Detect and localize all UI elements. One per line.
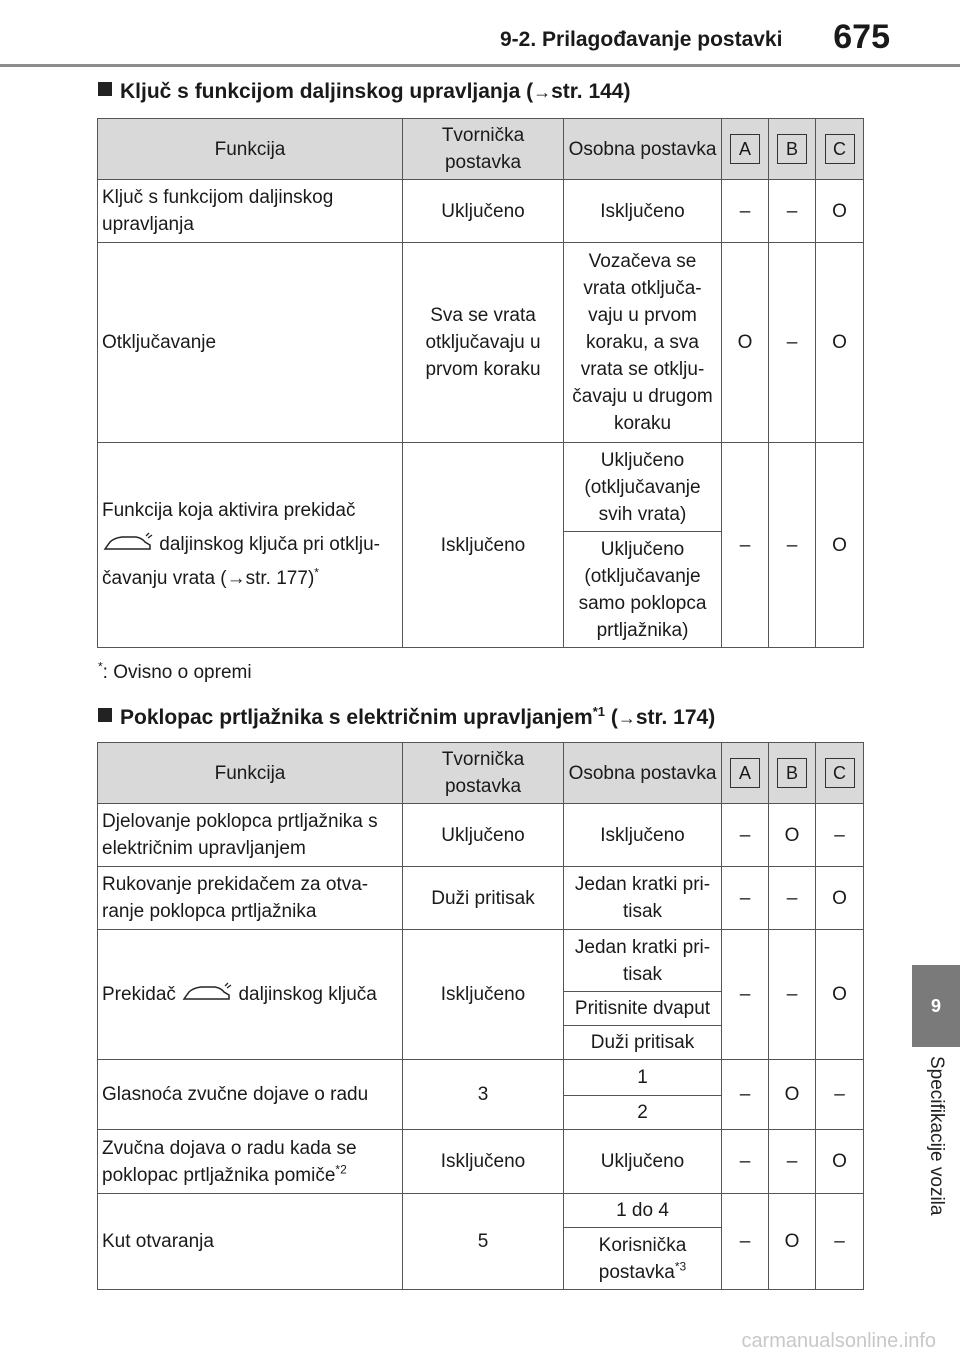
arrow-right-icon: → — [617, 708, 636, 728]
cell-function: Prekidač daljinskog ključa — [98, 930, 403, 1060]
cell-function: Funkcija koja aktivira prekidač daljinskog ključa pri otklju- čavanju vrata (→str. 177)* — [98, 443, 403, 648]
page-number: 675 — [833, 18, 890, 56]
cell-a: – — [722, 1194, 769, 1290]
cell-c: O — [816, 443, 864, 648]
cell-a: – — [722, 930, 769, 1060]
cell-c: O — [816, 930, 864, 1060]
cell-custom: 2 — [564, 1096, 722, 1130]
chapter-tab-label: Specifikacije vozila — [926, 1056, 947, 1216]
cell-factory: Sva se vrata otključavaju u prvom koraku — [403, 243, 564, 443]
cell-a: – — [722, 1060, 769, 1130]
cell-c: – — [816, 804, 864, 867]
bullet-square-icon — [98, 82, 112, 96]
cell-a: O — [722, 243, 769, 443]
cell-function: Djelovanje poklopca prtljažnika s električnim upravljanjem — [98, 804, 403, 867]
cell-function: Otključavanje — [98, 243, 403, 443]
cell-b: O — [769, 1194, 816, 1290]
cell-custom: Uključeno (otključavanje samo poklopca prtljažnika) — [564, 532, 722, 648]
cell-c: O — [816, 243, 864, 443]
footnote: *: Ovisno o opremi — [98, 659, 252, 683]
cell-custom: Uključeno (otključavanje svih vrata) — [564, 443, 722, 532]
table-row — [98, 804, 864, 867]
cell-factory: Isključeno — [403, 443, 564, 648]
cell-function: Glasnoća zvučne dojave o radu — [98, 1060, 403, 1130]
table-row — [98, 1194, 864, 1228]
cell-function: Kut otvaranja — [98, 1194, 403, 1290]
settings-table-power-tailgate — [97, 742, 864, 1290]
cell-b: – — [769, 1130, 816, 1194]
table-row — [98, 1130, 864, 1194]
cell-custom: 1 — [564, 1060, 722, 1096]
cell-custom: Isključeno — [564, 804, 722, 867]
section-title-power-tailgate: Poklopac prtljažnika s električnim upravljanjem$^{*1}$ (→str. 174) — [98, 706, 715, 730]
cell-b: – — [769, 180, 816, 243]
col-header-factory: Tvornička postavka — [403, 119, 564, 180]
col-header-b: B — [777, 134, 807, 164]
cell-factory: 3 — [403, 1060, 564, 1130]
cell-b: – — [769, 867, 816, 930]
cell-custom: Uključeno — [564, 1130, 722, 1194]
cell-custom: Jedan kratki pri-tisak — [564, 867, 722, 930]
cell-b: O — [769, 804, 816, 867]
watermark: carmanualsonline.info — [741, 1330, 936, 1352]
table-row — [98, 867, 864, 930]
cell-factory: Isključeno — [403, 1130, 564, 1194]
cell-factory: 5 — [403, 1194, 564, 1290]
col-header-b: B — [777, 758, 807, 788]
cell-c: O — [816, 180, 864, 243]
cell-c: O — [816, 1130, 864, 1194]
cell-custom: Vozačeva se vrata otključa-vaju u prvom koraku, a sva vrata se otklju-čavaju u drugom koraku — [564, 243, 722, 443]
car-outline-icon — [102, 532, 154, 554]
cell-custom: Pritisnite dvaput — [564, 992, 722, 1026]
car-outline-icon — [181, 982, 233, 1004]
col-header-a: A — [730, 758, 760, 788]
table-row — [98, 180, 864, 243]
col-header-c: C — [825, 134, 855, 164]
arrow-right-icon: → — [226, 568, 246, 589]
cell-function: Ključ s funkcijom daljinskog upravljanja — [98, 180, 403, 243]
cell-factory: Uključeno — [403, 804, 564, 867]
table-header-row — [98, 119, 864, 180]
col-header-c: C — [825, 758, 855, 788]
cell-custom: Jedan kratki pri-tisak — [564, 930, 722, 992]
table-row — [98, 1060, 864, 1096]
cell-c: – — [816, 1060, 864, 1130]
section-title-remote-key: Ključ s funkcijom daljinskog upravljanja (→str. 144) — [98, 80, 630, 104]
col-header-custom: Osobna postavka — [564, 743, 722, 804]
cell-custom: Duži pritisak — [564, 1026, 722, 1060]
header-divider — [0, 64, 960, 67]
cell-b: – — [769, 443, 816, 648]
arrow-right-icon: → — [533, 82, 552, 102]
table-row — [98, 930, 864, 992]
table-header-row — [98, 743, 864, 804]
cell-a: – — [722, 867, 769, 930]
cell-c: O — [816, 867, 864, 930]
cell-a: – — [722, 1130, 769, 1194]
col-header-function: Funkcija — [98, 743, 403, 804]
cell-custom: Korisnička postavka$^{*3}$ — [564, 1228, 722, 1290]
cell-factory: Duži pritisak — [403, 867, 564, 930]
cell-c: – — [816, 1194, 864, 1290]
cell-custom: 1 do 4 — [564, 1194, 722, 1228]
cell-function: Zvučna dojava o radu kada se poklopac prtljažnika pomiče$^{*2}$ — [98, 1130, 403, 1194]
bullet-square-icon — [98, 708, 112, 722]
settings-table-remote-key — [97, 118, 864, 648]
cell-b: – — [769, 930, 816, 1060]
col-header-factory: Tvornička postavka — [403, 743, 564, 804]
cell-a: – — [722, 180, 769, 243]
page-header-section: 9-2. Prilagođavanje postavki — [500, 28, 783, 51]
col-header-custom: Osobna postavka — [564, 119, 722, 180]
table-row — [98, 243, 864, 443]
col-header-a: A — [730, 134, 760, 164]
cell-function: Rukovanje prekidačem za otva-ranje poklopca prtljažnika — [98, 867, 403, 930]
cell-a: – — [722, 804, 769, 867]
cell-factory: Uključeno — [403, 180, 564, 243]
table-row — [98, 443, 864, 532]
cell-b: O — [769, 1060, 816, 1130]
chapter-tab-number: 9 — [912, 965, 960, 1047]
cell-custom: Isključeno — [564, 180, 722, 243]
cell-a: – — [722, 443, 769, 648]
cell-b: – — [769, 243, 816, 443]
col-header-function: Funkcija — [98, 119, 403, 180]
cell-factory: Isključeno — [403, 930, 564, 1060]
